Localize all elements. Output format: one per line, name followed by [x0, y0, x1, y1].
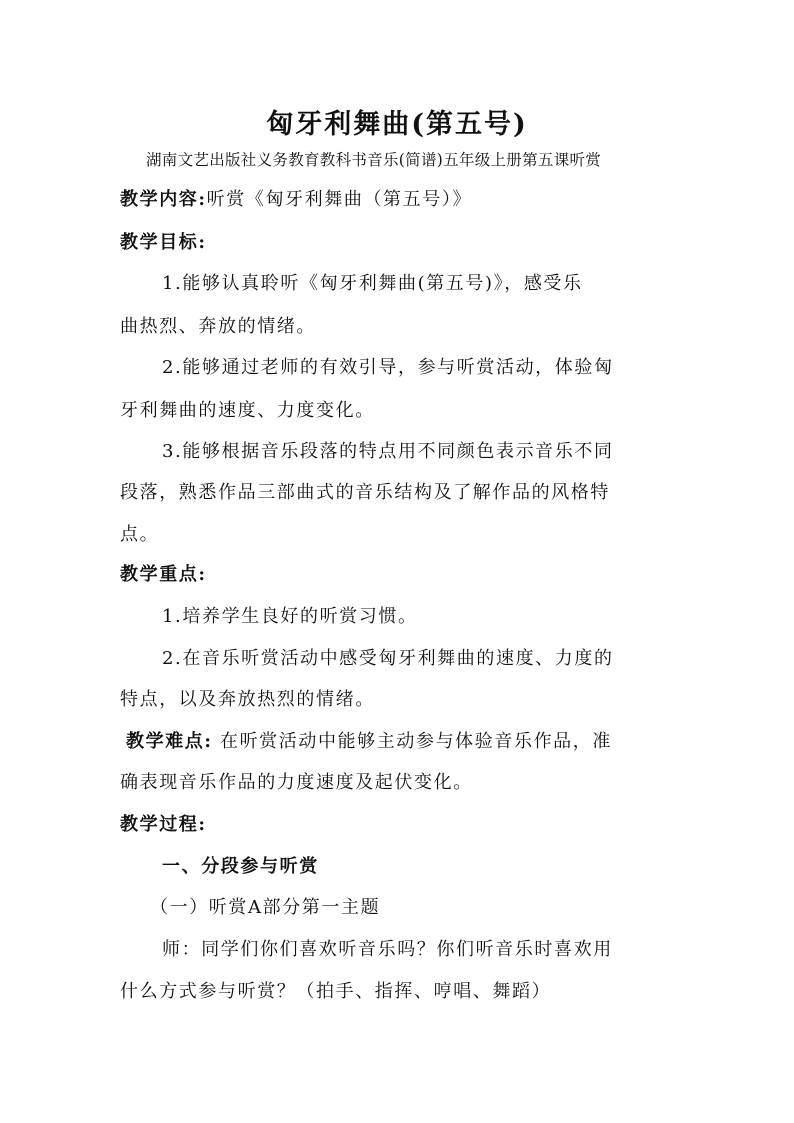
section-text: 听赏《匈牙利舞曲（第五号）》: [206, 189, 473, 210]
difficulty-line: 确表现音乐作品的力度速度及起伏变化。: [120, 772, 473, 793]
difficulty-line: [126, 730, 612, 754]
paragraph-line: 师：同学们你们喜欢听音乐吗？你们听音乐时喜欢用: [162, 939, 613, 960]
goals-heading: 教学目标:: [120, 232, 207, 253]
document-title: 匈牙利舞曲(第五号): [266, 109, 528, 140]
section-label: 教学难点:: [126, 731, 213, 752]
teaching-content: [120, 188, 472, 212]
section-heading: 一、分段参与听赏: [162, 856, 319, 877]
paragraph-line: 什么方式参与听赏？（拍手、指挥、哼唱、舞蹈）: [120, 981, 552, 1002]
process-heading: 教学过程:: [120, 814, 207, 835]
subsection-heading: （一）听赏A部分第一主题: [150, 897, 381, 918]
key-point-line: 特点，以及奔放热烈的情绪。: [120, 689, 375, 710]
goal-line: 2.能够通过老师的有效引导，参与听赏活动，体验匈: [162, 357, 614, 378]
goal-line: 牙利舞曲的速度、力度变化。: [120, 400, 375, 421]
goal-line: 1.能够认真聆听《匈牙利舞曲(第五号)》，感受乐: [162, 273, 583, 294]
key-points-heading: 教学重点:: [120, 564, 207, 585]
goal-line: 曲热烈、奔放的情绪。: [120, 316, 316, 337]
goal-line: 段落，熟悉作品三部曲式的音乐结构及了解作品的风格特: [120, 482, 610, 503]
section-label: 教学内容:: [120, 189, 207, 210]
key-point-line: 2.在音乐听赏活动中感受匈牙利舞曲的速度、力度的: [162, 648, 614, 669]
key-point-line: 1.培养学生良好的听赏习惯。: [162, 606, 418, 627]
goal-line: 点。: [120, 524, 160, 545]
section-text: 在听赏活动中能够主动参与体验音乐作品，准: [219, 731, 612, 752]
goal-line: 3.能够根据音乐段落的特点用不同颜色表示音乐不同: [162, 441, 614, 462]
document-subtitle: 湖南文艺出版社义务教育教科书音乐(简谱)五年级上册第五课听赏: [146, 151, 602, 169]
